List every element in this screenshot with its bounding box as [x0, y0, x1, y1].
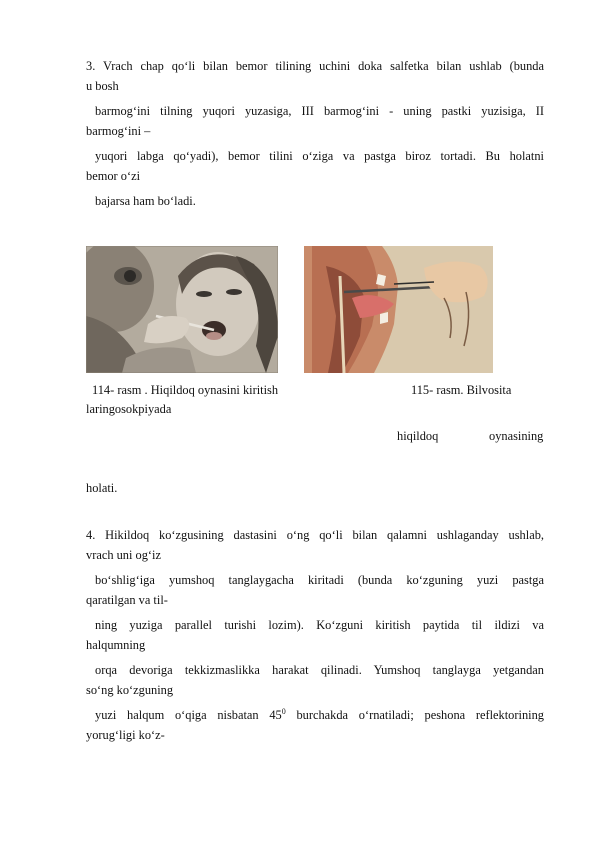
illustration-indirect-laryngoscopy	[304, 246, 493, 373]
text-line: orqa devoriga tekkizmaslikka harakat qilinadi. Yumshoq tanglayga yetgandan	[95, 663, 544, 677]
text-line: bemor o‘zi	[86, 169, 141, 183]
text-line: 4. Hikildoq ko‘zgusining dastasini o‘ng qo‘li bilan qalamni ushlaganday ushlab,	[86, 528, 544, 542]
text-fragment: yuzi halqum o‘qiga nisbatan 45	[95, 708, 282, 722]
photo-mirror-insertion	[86, 246, 278, 373]
text-line: so‘ng ko‘zguning	[86, 683, 174, 697]
text-line: ning yuziga parallel turishi lozim). Ko‘zguni kiritish paytida til ildizi va	[95, 618, 544, 632]
figure-115-illustration	[304, 246, 493, 373]
text-line: yorug‘ligi ko‘z-	[86, 728, 165, 742]
text-line: bajarsa ham bo‘ladi.	[95, 194, 196, 208]
degree-superscript: 0	[281, 706, 286, 716]
figure-114-caption-cont: laringosokpiyada	[86, 402, 172, 416]
text-line: barmog‘ini tilning yuqori yuzasiga, III barmog‘ini - uning pastki yuzisiga, II	[95, 104, 544, 118]
figure-115-caption: 115- rasm. Bilvosita	[411, 383, 512, 397]
text-fragment: burchakda o‘rnatiladi; peshona reflektorining	[285, 708, 544, 722]
figure-115-caption-word: hiqildoq	[397, 429, 439, 443]
text-line: u bosh	[86, 79, 119, 93]
text-line: halqumning	[86, 638, 146, 652]
text-line: vrach uni og‘iz	[86, 548, 162, 562]
text-line: yuqori labga qo‘yadi), bemor tilini o‘ziga va pastga biroz tortadi. Bu holatni	[95, 149, 544, 163]
figure-114-caption: 114- rasm . Hiqildoq oynasini kiritish	[92, 383, 279, 397]
text-line	[86, 707, 544, 723]
figure-115-caption-word: oynasining	[489, 429, 544, 443]
text-line: 3. Vrach chap qo‘li bilan bemor tilining uchini doka salfetka bilan ushlab (bunda	[86, 59, 544, 73]
text-line: barmog‘ini –	[86, 124, 151, 138]
text-line: bo‘shlig‘iga yumshoq tanglaygacha kiritadi (bunda ko‘zguning yuzi pastga	[95, 573, 544, 587]
text-line: qaratilgan va til-	[86, 593, 168, 607]
figure-115-caption-cont: holati.	[86, 481, 118, 495]
figure-114-photo	[86, 246, 278, 373]
